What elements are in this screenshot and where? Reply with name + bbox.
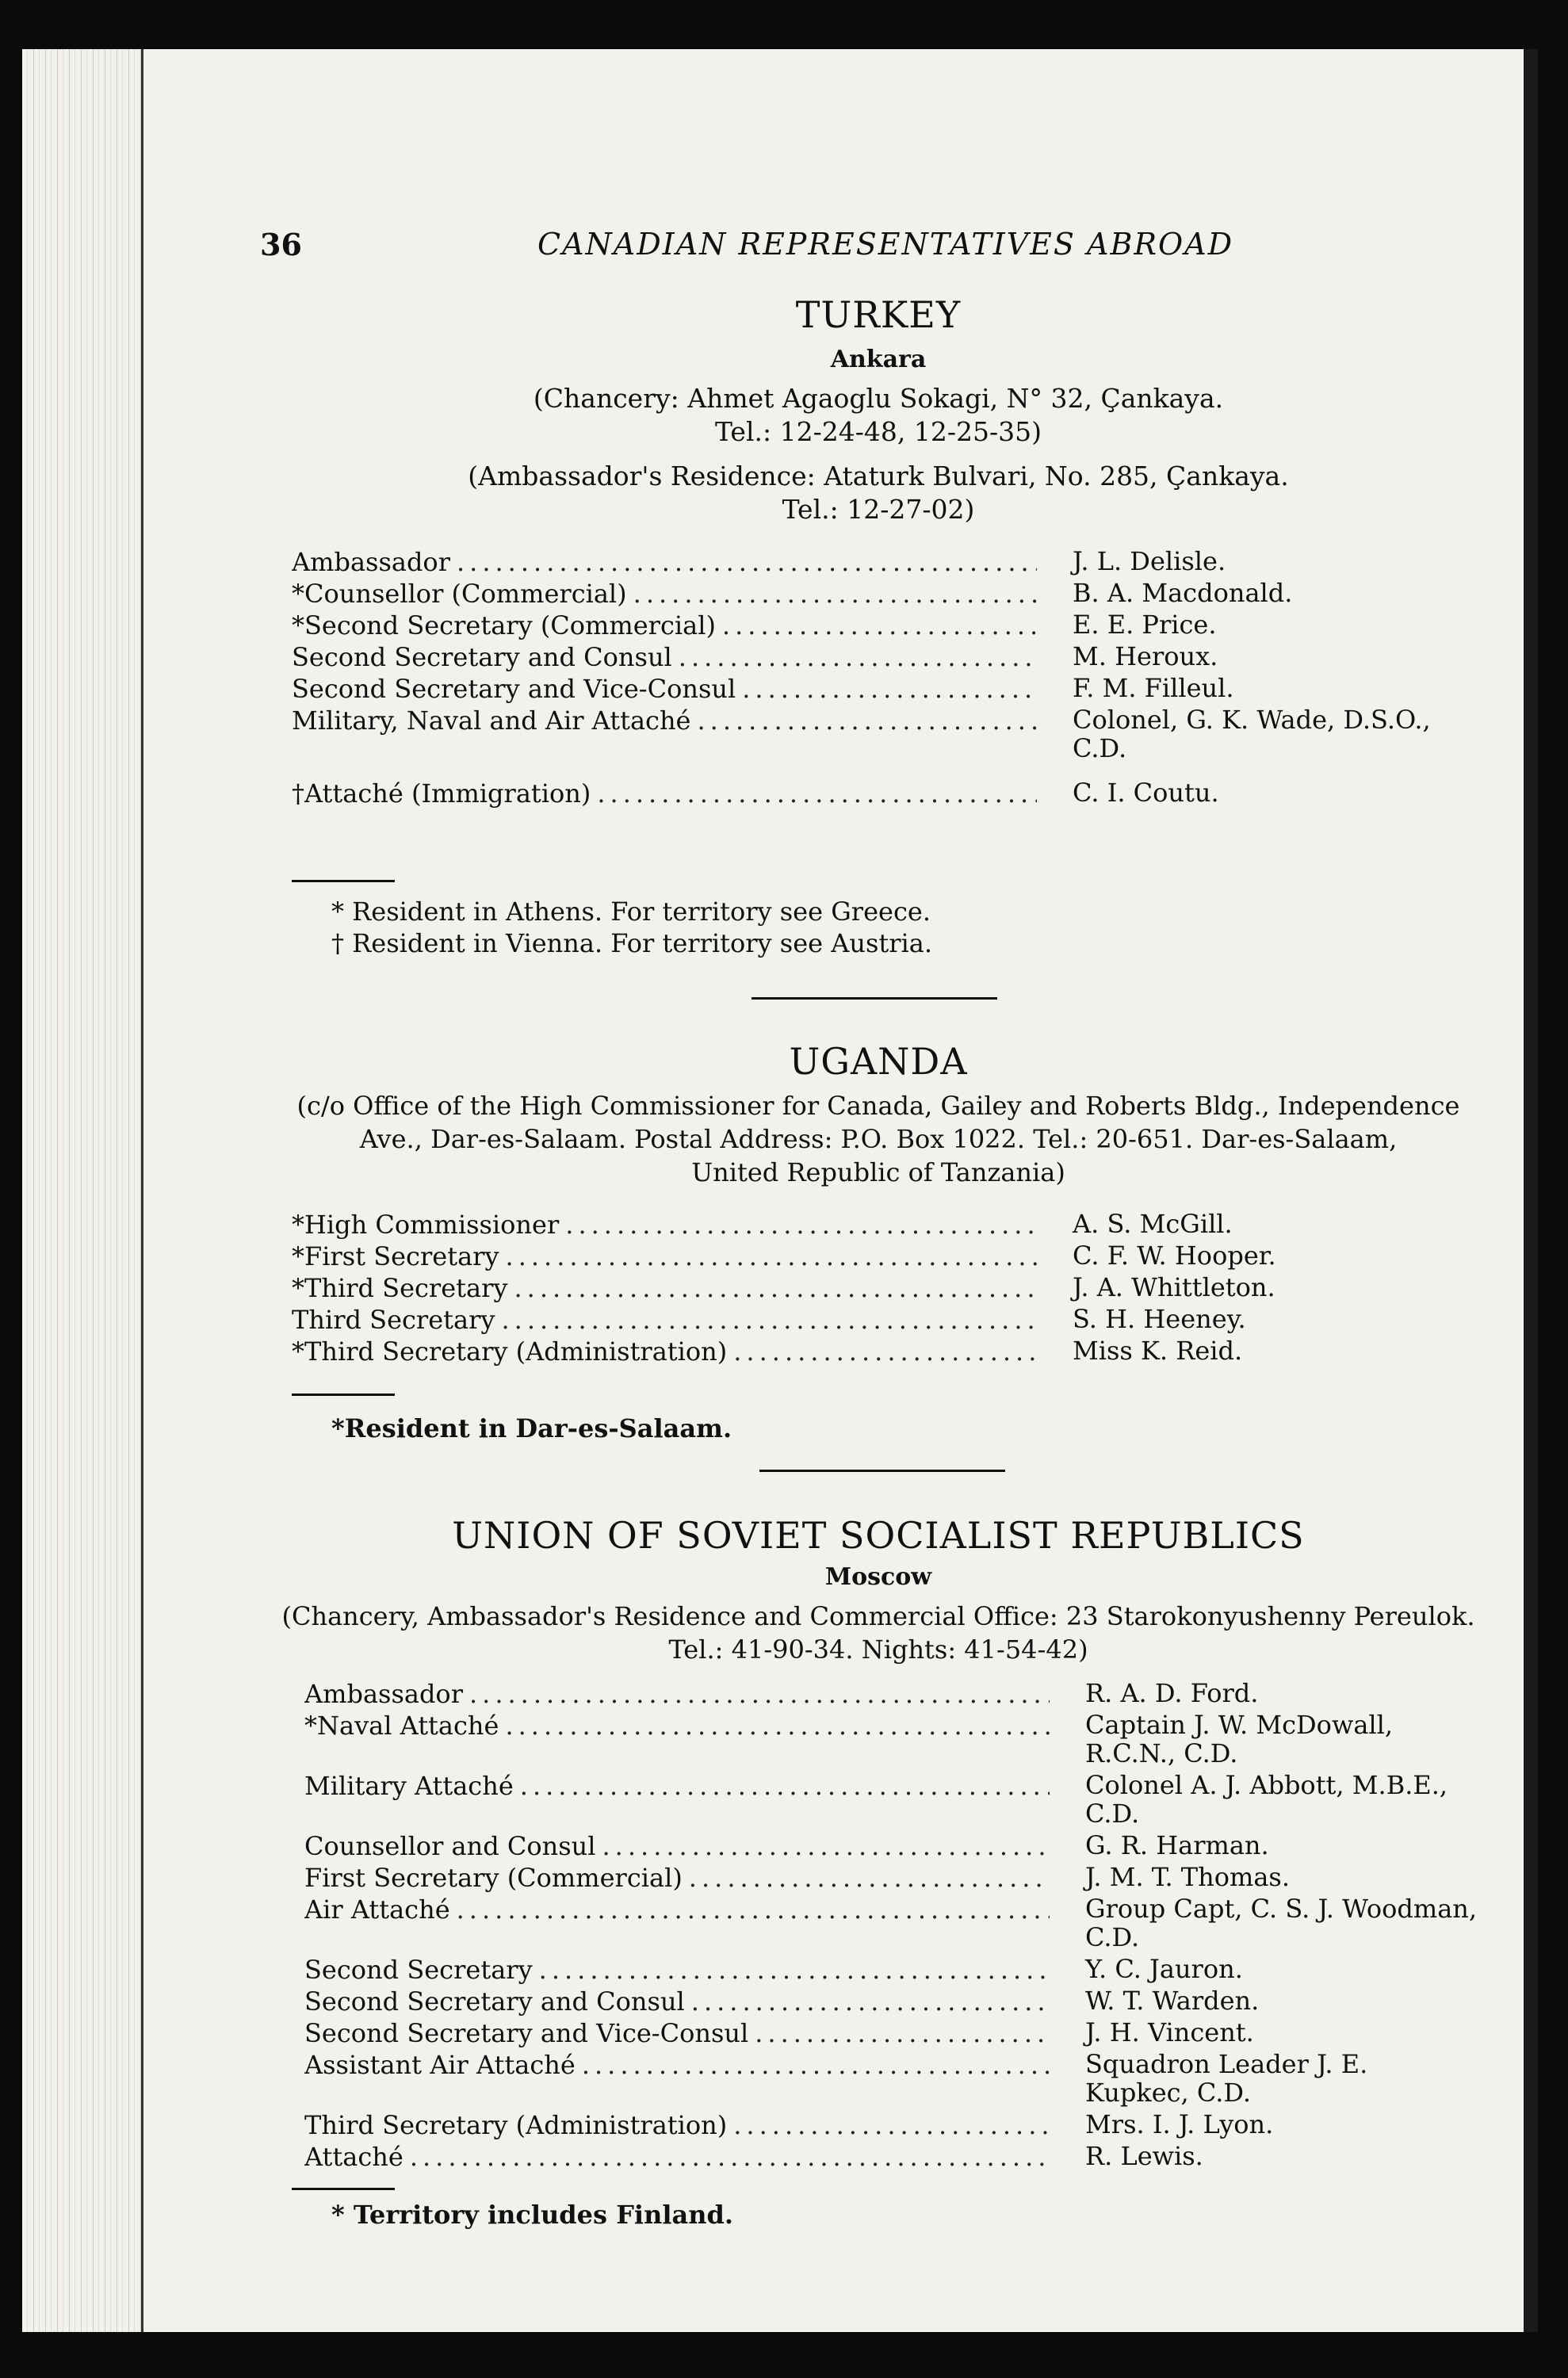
staff-name: J. L. Delisle. — [1073, 546, 1226, 576]
staff-row — [292, 778, 1497, 810]
page-number: 36 — [260, 227, 302, 262]
turkey-footnotes — [331, 896, 932, 959]
uganda-staff-list — [292, 1210, 1497, 1368]
staff-row — [292, 674, 1497, 705]
staff-role: Air Attaché — [304, 1894, 450, 1925]
staff-name: R. Lewis. — [1085, 2141, 1203, 2171]
staff-role: *Third Secretary — [292, 1273, 508, 1303]
staff-row — [304, 2142, 1509, 2173]
address-line: (Chancery, Ambassador's Residence and Commercial Office: 23 Starokonyushenny Pereulok. — [281, 1601, 1475, 1631]
section-title-turkey: TURKEY — [795, 293, 962, 336]
footnote-rule — [292, 880, 395, 882]
staff-row — [304, 1894, 1509, 1955]
footnote: *Resident in Dar-es-Salaam. — [331, 1413, 732, 1443]
staff-name: J. H. Vincent. — [1085, 2017, 1254, 2047]
city-moscow: Moscow — [824, 1563, 932, 1591]
staff-name: Miss K. Reid. — [1073, 1336, 1243, 1366]
staff-role: First Secretary (Commercial) — [304, 1863, 683, 1893]
staff-name: Y. C. Jauron. — [1085, 1954, 1243, 1984]
staff-role: Second Secretary and Consul — [292, 642, 672, 672]
city-ankara: Ankara — [830, 346, 927, 373]
staff-name: Colonel, G. K. Wade, D.S.O., C.D. — [1073, 705, 1431, 763]
staff-row — [292, 1241, 1497, 1273]
staff-row — [292, 1305, 1497, 1336]
staff-role: Ambassador — [304, 1679, 463, 1709]
staff-name: C. I. Coutu. — [1073, 778, 1219, 808]
staff-row — [304, 1863, 1509, 1894]
staff-row — [292, 1273, 1497, 1305]
staff-row — [304, 1955, 1509, 1986]
footnote: * Resident in Athens. For territory see Greece. — [331, 897, 931, 927]
staff-name: Captain J. W. McDowall, R.C.N., C.D. — [1085, 1710, 1394, 1768]
staff-role: *Naval Attaché — [304, 1711, 499, 1741]
turkey-staff-list — [292, 547, 1497, 810]
staff-role: Assistant Air Attaché — [304, 2050, 576, 2080]
staff-row — [292, 547, 1497, 579]
uganda-address — [276, 1089, 1481, 1189]
staff-name: A. S. McGill. — [1073, 1209, 1233, 1239]
staff-name: J. A. Whittleton. — [1073, 1272, 1275, 1302]
staff-name: C. F. W. Hooper. — [1073, 1241, 1276, 1271]
staff-role: Counsellor and Consul — [304, 1831, 596, 1861]
staff-name: R. A. D. Ford. — [1085, 1678, 1259, 1708]
uganda-footnotes — [331, 1413, 732, 1444]
staff-name: Group Capt, C. S. J. Woodman, C.D. — [1085, 1894, 1478, 1952]
staff-role: *High Commissioner — [292, 1210, 560, 1240]
staff-name: Colonel A. J. Abbott, M.B.E., C.D. — [1085, 1770, 1448, 1829]
staff-role: *Counsellor (Commercial) — [292, 579, 627, 609]
address-line: (c/o Office of the High Commissioner for Canada, Gailey and Roberts Bldg., Independence — [296, 1091, 1460, 1121]
address-line: Tel.: 12-24-48, 12-25-35) — [714, 416, 1042, 447]
staff-row — [304, 2018, 1509, 2050]
footnote-rule — [292, 2188, 395, 2190]
address-line: United Republic of Tanzania) — [691, 1157, 1065, 1187]
staff-role: Attaché — [304, 2142, 403, 2172]
section-divider — [751, 997, 997, 1000]
staff-name: Mrs. I. J. Lyon. — [1085, 2109, 1274, 2139]
staff-role: Third Secretary (Administration) — [304, 2110, 728, 2140]
staff-role: Second Secretary and Vice-Consul — [292, 674, 736, 704]
staff-row — [292, 642, 1497, 674]
footnote: † Resident in Vienna. For territory see Austria. — [331, 928, 933, 958]
turkey-address — [276, 382, 1481, 526]
section-divider — [759, 1470, 1005, 1472]
staff-row — [304, 2110, 1509, 2142]
staff-role: Military Attaché — [304, 1771, 514, 1801]
staff-name: E. E. Price. — [1073, 610, 1217, 640]
staff-row — [292, 1210, 1497, 1241]
address-line: Ave., Dar-es-Salaam. Postal Address: P.O. Box 1022. Tel.: 20-651. Dar-es-Salaam, — [359, 1124, 1398, 1154]
address-line: (Chancery: Ahmet Agaoglu Sokagi, N° 32, Çankaya. — [533, 383, 1224, 414]
staff-row — [304, 1679, 1509, 1711]
staff-row — [304, 1771, 1509, 1831]
address-line: (Ambassador's Residence: Ataturk Bulvari, No. 285, Çankaya. — [468, 461, 1289, 491]
section-title-ussr: UNION OF SOVIET SOCIALIST REPUBLICS — [452, 1514, 1305, 1557]
section-title-uganda: UGANDA — [789, 1040, 968, 1083]
staff-role: Second Secretary and Vice-Consul — [304, 2018, 749, 2048]
footnote: * Territory includes Finland. — [331, 2200, 733, 2230]
staff-name: Squadron Leader J. E. Kupkec, C.D. — [1085, 2049, 1368, 2108]
staff-role: *Third Secretary (Administration) — [292, 1336, 728, 1367]
staff-name: M. Heroux. — [1073, 641, 1218, 671]
running-header — [260, 227, 1449, 274]
ussr-footnotes — [331, 2199, 733, 2231]
staff-row — [304, 2050, 1509, 2110]
staff-role: *First Secretary — [292, 1241, 499, 1271]
footnote-rule — [292, 1394, 395, 1396]
address-line: Tel.: 41-90-34. Nights: 41-54-42) — [668, 1634, 1088, 1665]
staff-role: Second Secretary and Consul — [304, 1986, 685, 2017]
address-line: Tel.: 12-27-02) — [782, 494, 975, 525]
staff-row — [292, 1336, 1497, 1368]
document-page — [22, 49, 1538, 2332]
staff-role: Ambassador — [292, 547, 450, 577]
staff-role: Third Secretary — [292, 1305, 495, 1335]
staff-name: B. A. Macdonald. — [1073, 578, 1293, 608]
staff-name: S. H. Heeney. — [1073, 1304, 1246, 1334]
staff-row — [304, 1986, 1509, 2018]
running-title: CANADIAN REPRESENTATIVES ABROAD — [537, 227, 1234, 262]
staff-name: G. R. Harman. — [1085, 1830, 1269, 1860]
staff-role: Military, Naval and Air Attaché — [292, 705, 691, 736]
staff-row — [292, 705, 1497, 766]
staff-name: F. M. Filleul. — [1073, 673, 1234, 703]
staff-row — [304, 1711, 1509, 1771]
staff-name: W. T. Warden. — [1085, 1986, 1260, 2016]
staff-row — [292, 579, 1497, 610]
staff-role: *Second Secretary (Commercial) — [292, 610, 716, 640]
staff-name: J. M. T. Thomas. — [1085, 1862, 1291, 1892]
staff-row — [292, 610, 1497, 642]
ussr-address — [276, 1600, 1481, 1666]
staff-role: †Attaché (Immigration) — [292, 778, 591, 809]
staff-role: Second Secretary — [304, 1955, 533, 1985]
ussr-staff-list — [304, 1679, 1509, 2173]
staff-row — [304, 1831, 1509, 1863]
